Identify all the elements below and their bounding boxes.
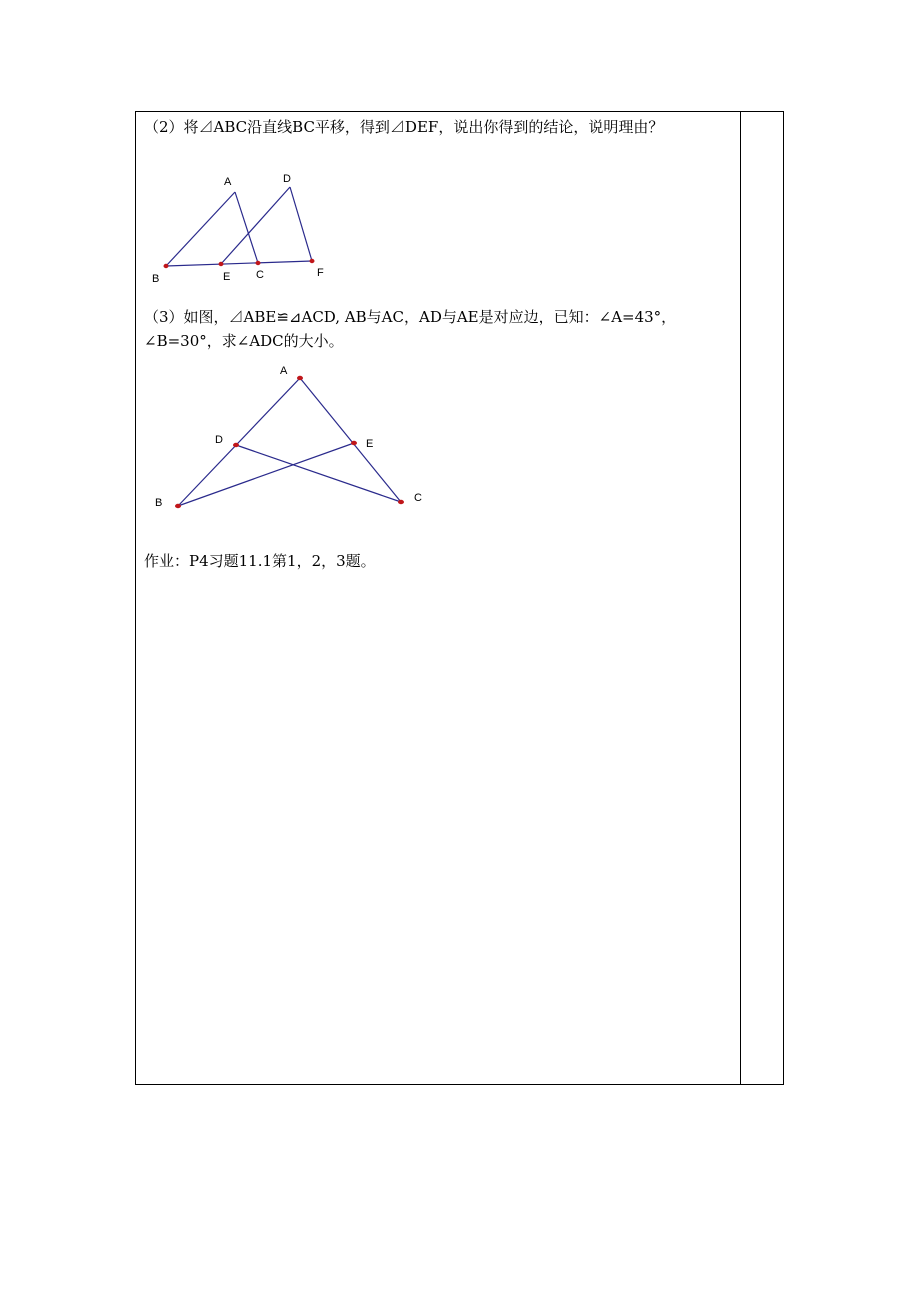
label-F: F: [317, 267, 324, 279]
point-C: [256, 261, 261, 265]
label-D: D: [283, 173, 291, 185]
label-D: D: [215, 434, 223, 446]
label-B: B: [152, 273, 160, 285]
label-C: C: [256, 269, 264, 281]
label-E: E: [366, 438, 374, 450]
problem-3-text: （3）如图，⊿ABE≌⊿ACD, AB与AC，AD与AE是对应边，已知：∠A=43°，∠B=30°，求∠ADC的大小。: [144, 308, 677, 350]
congruent-triangles-figure: [145, 360, 445, 520]
table-column-divider: [740, 111, 741, 1085]
label-C: C: [414, 492, 422, 504]
point-B: [175, 504, 181, 508]
segment-BF: [166, 261, 312, 266]
translation-figure: [140, 170, 340, 290]
segment-BA: [166, 192, 235, 266]
point-C: [398, 500, 404, 504]
segment-DF: [290, 187, 312, 261]
segment-ED: [221, 187, 290, 264]
segment-BA: [178, 378, 300, 506]
problem-2-text: （2）将⊿ABC沿直线BC平移，得到⊿DEF，说出你得到的结论，说明理由？: [144, 118, 664, 136]
segment-AC: [235, 192, 258, 263]
homework-text: 作业：P4习题11.1第1，2，3题。: [144, 552, 376, 570]
point-F: [310, 259, 315, 263]
point-E: [351, 441, 357, 445]
segment-BE: [178, 443, 354, 506]
label-E: E: [223, 271, 231, 283]
point-E: [219, 262, 224, 266]
point-D: [233, 443, 239, 447]
segment-AC: [300, 378, 401, 502]
segment-DC: [236, 445, 401, 502]
label-B: B: [155, 497, 163, 509]
point-B: [164, 264, 169, 268]
label-A: A: [224, 176, 232, 188]
point-A: [297, 376, 303, 380]
label-A: A: [280, 365, 288, 377]
